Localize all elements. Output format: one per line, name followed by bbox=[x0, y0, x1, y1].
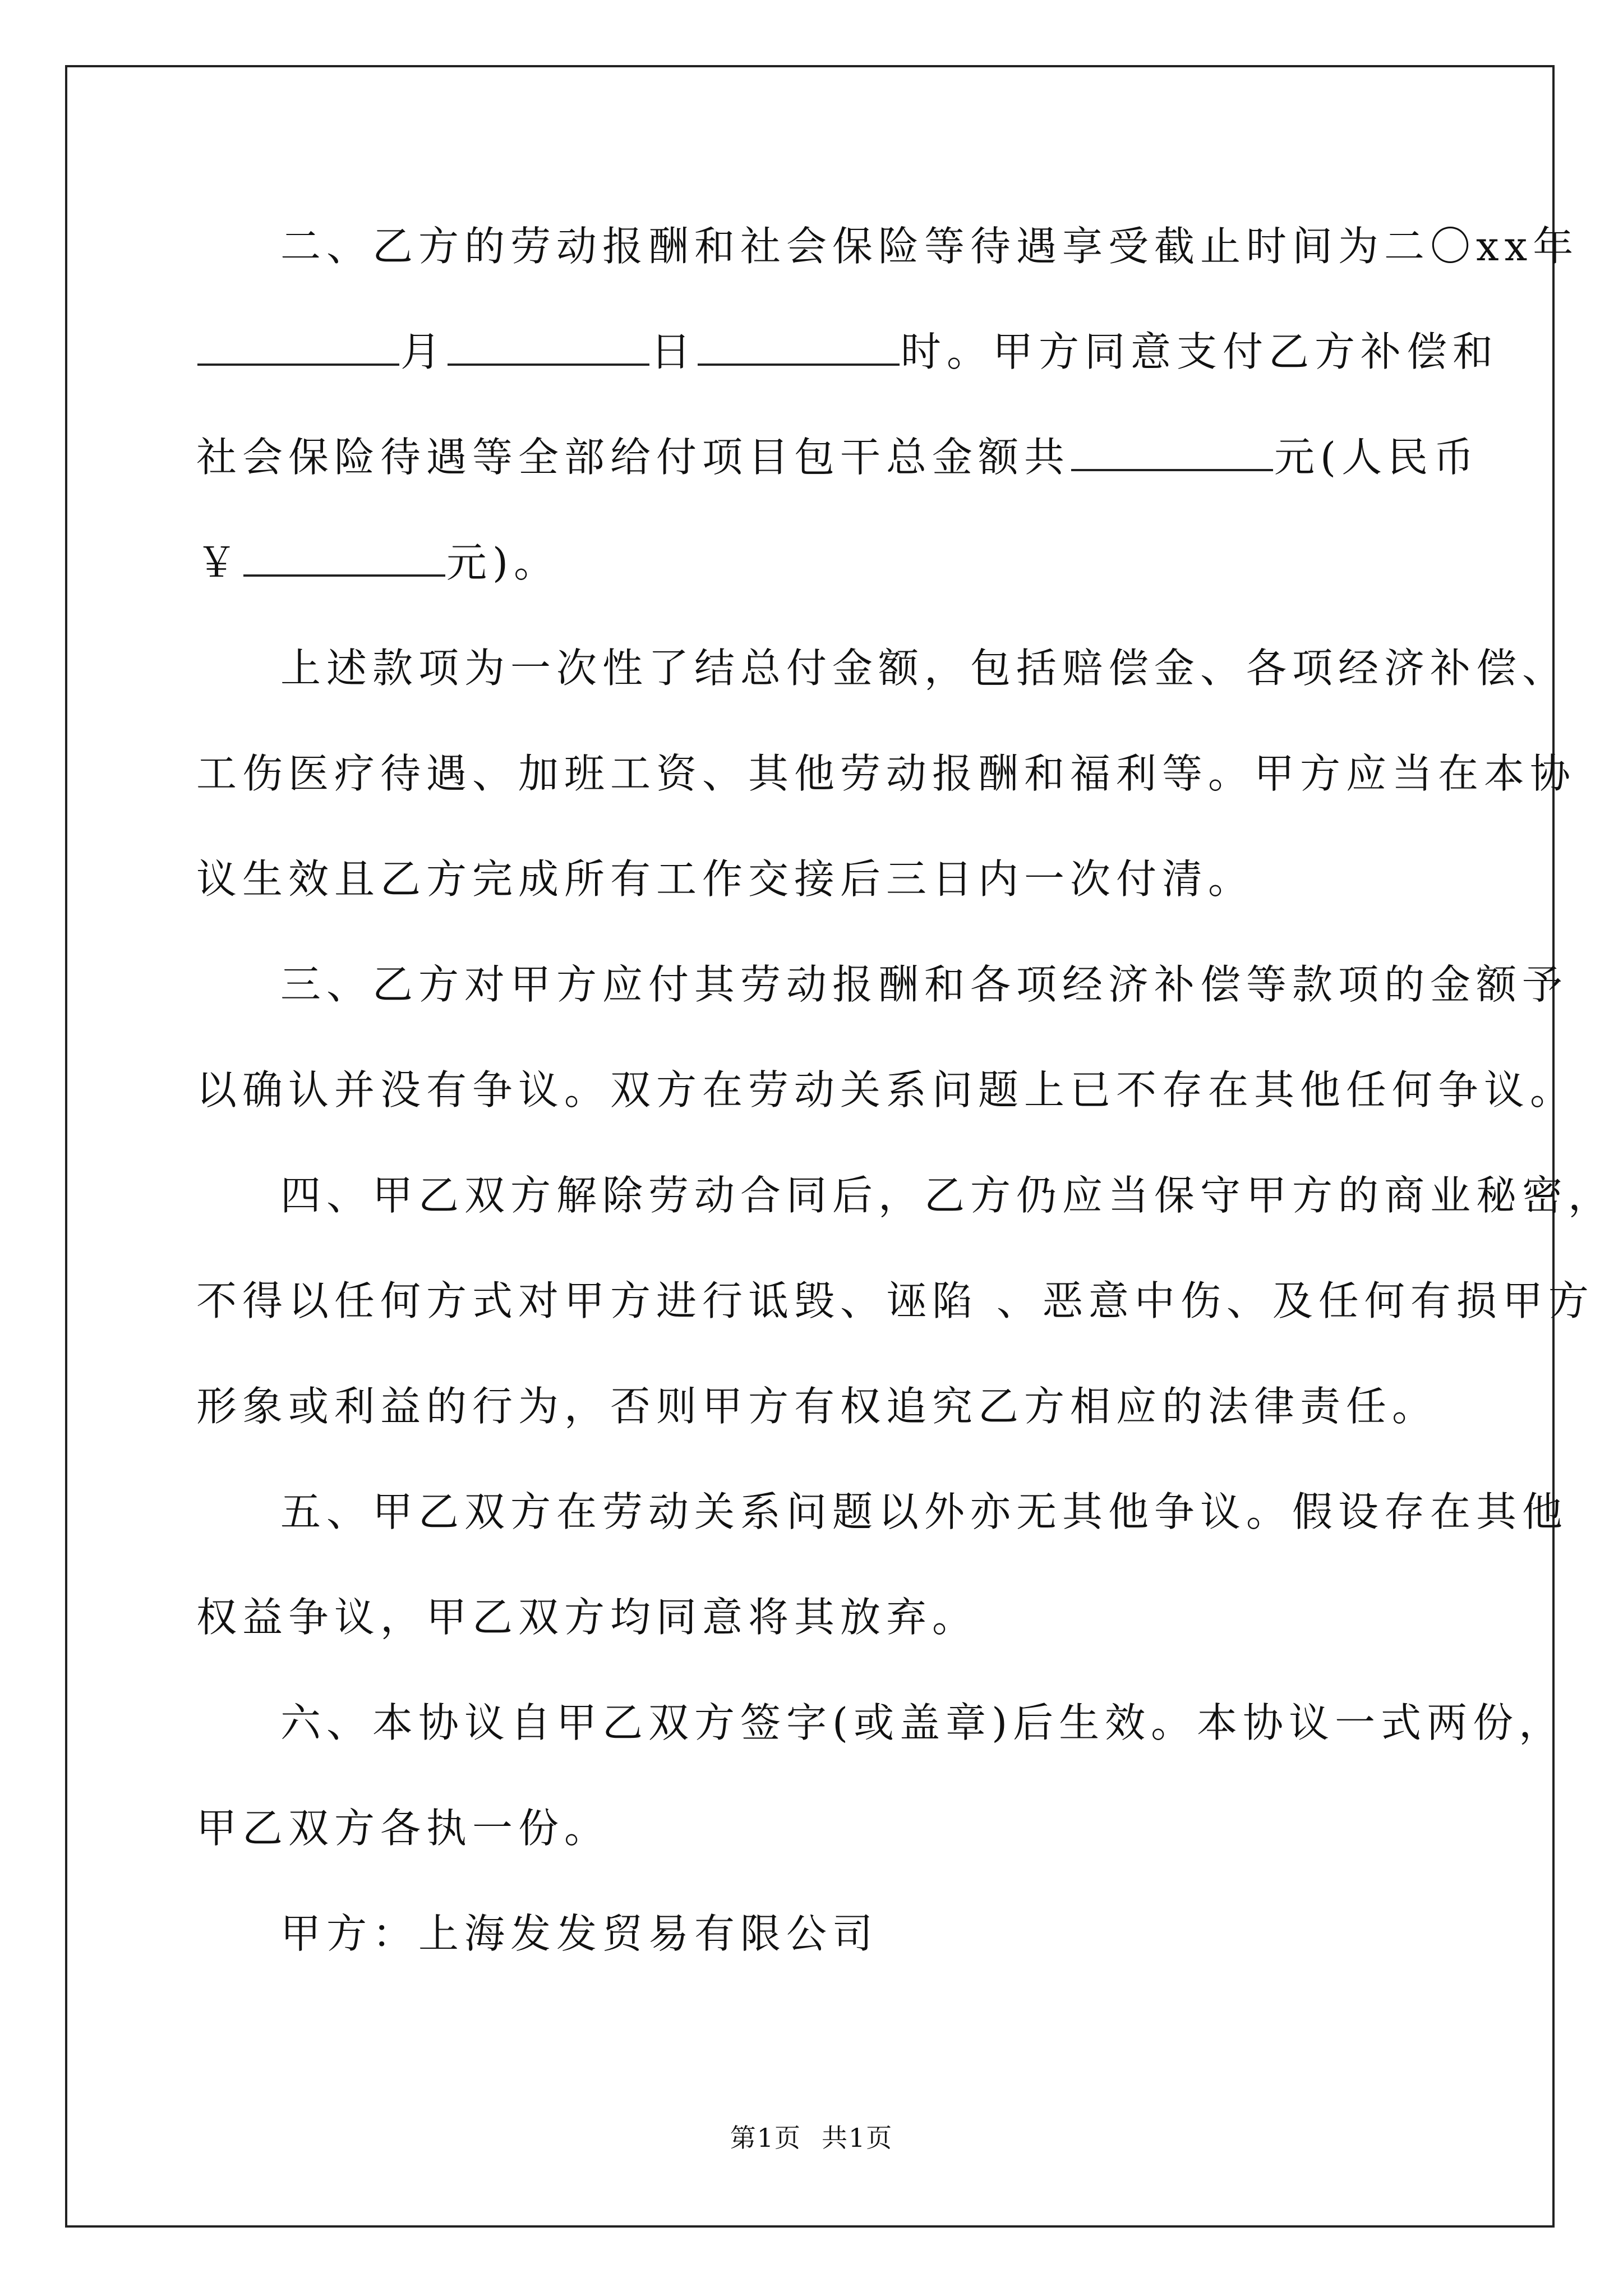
clause-2-line-1: 二、乙方的劳动报酬和社会保险等待遇享受截止时间为二〇xx年 bbox=[280, 223, 1579, 270]
clause-4-line-2: 不得以任何方式对甲方进行诋毁、诬陷 、恶意中伤、及任何有损甲方 bbox=[196, 1277, 1594, 1324]
month-label: 月 bbox=[400, 328, 447, 375]
page-footer bbox=[0, 2118, 1623, 2155]
clause-6-line-1: 六、本协议自甲乙双方签字(或盖章)后生效。本协议一式两份， bbox=[280, 1699, 1565, 1746]
page-total: 共1页 bbox=[822, 2123, 893, 2153]
document-body bbox=[196, 194, 1615, 1986]
yuan-tail-text: 元)。 bbox=[446, 539, 560, 586]
clause-2-line-2 bbox=[196, 299, 1499, 404]
hour-tail-text: 时。甲方同意支付乙方补偿和 bbox=[901, 328, 1499, 375]
payment-line-3: 议生效且乙方完成所有工作交接后三日内一次付清。 bbox=[196, 855, 1255, 903]
yen-sign: ￥ bbox=[196, 539, 243, 586]
page-number: 第1页 bbox=[730, 2123, 801, 2153]
hour-blank bbox=[698, 329, 900, 366]
amount-blank bbox=[1071, 434, 1273, 471]
clause-2-line-4 bbox=[196, 510, 1430, 615]
payment-line-1: 上述款项为一次性了结总付金额，包括赔偿金、各项经济补偿、 bbox=[280, 645, 1569, 692]
day-blank bbox=[448, 329, 649, 366]
clause-3-line-2: 以确认并没有争议。双方在劳动关系问题上已不存在其他任何争议。 bbox=[196, 1066, 1576, 1114]
clause-5-line-1: 五、甲乙双方在劳动关系问题以外亦无其他争议。假设存在其他 bbox=[280, 1488, 1569, 1535]
clause-4-line-1: 四、甲乙双方解除劳动合同后，乙方仍应当保守甲方的商业秘密， bbox=[280, 1172, 1615, 1219]
clause-3-line-1: 三、乙方对甲方应付其劳动报酬和各项经济补偿等款项的金额予 bbox=[280, 961, 1569, 1008]
yen-amount-blank bbox=[243, 540, 445, 577]
payment-line-2: 工伤医疗待遇、加班工资、其他劳动报酬和福利等。甲方应当在本协 bbox=[196, 750, 1576, 797]
day-label: 日 bbox=[651, 328, 697, 375]
month-blank bbox=[197, 329, 399, 366]
clause-5-line-2: 权益争议，甲乙双方均同意将其放弃。 bbox=[196, 1594, 979, 1641]
rmb-text: 元(人民币 bbox=[1274, 434, 1480, 481]
clause-2-line-3 bbox=[196, 404, 1480, 510]
clause-4-line-3: 形象或利益的行为，否则甲方有权追究乙方相应的法律责任。 bbox=[196, 1383, 1438, 1430]
clause-6-line-2: 甲乙双方各执一份。 bbox=[196, 1805, 611, 1852]
party-a-signature: 甲方：上海发发贸易有限公司 bbox=[280, 1910, 879, 1957]
total-amount-text: 社会保险待遇等全部给付项目包干总金额共 bbox=[196, 434, 1071, 481]
